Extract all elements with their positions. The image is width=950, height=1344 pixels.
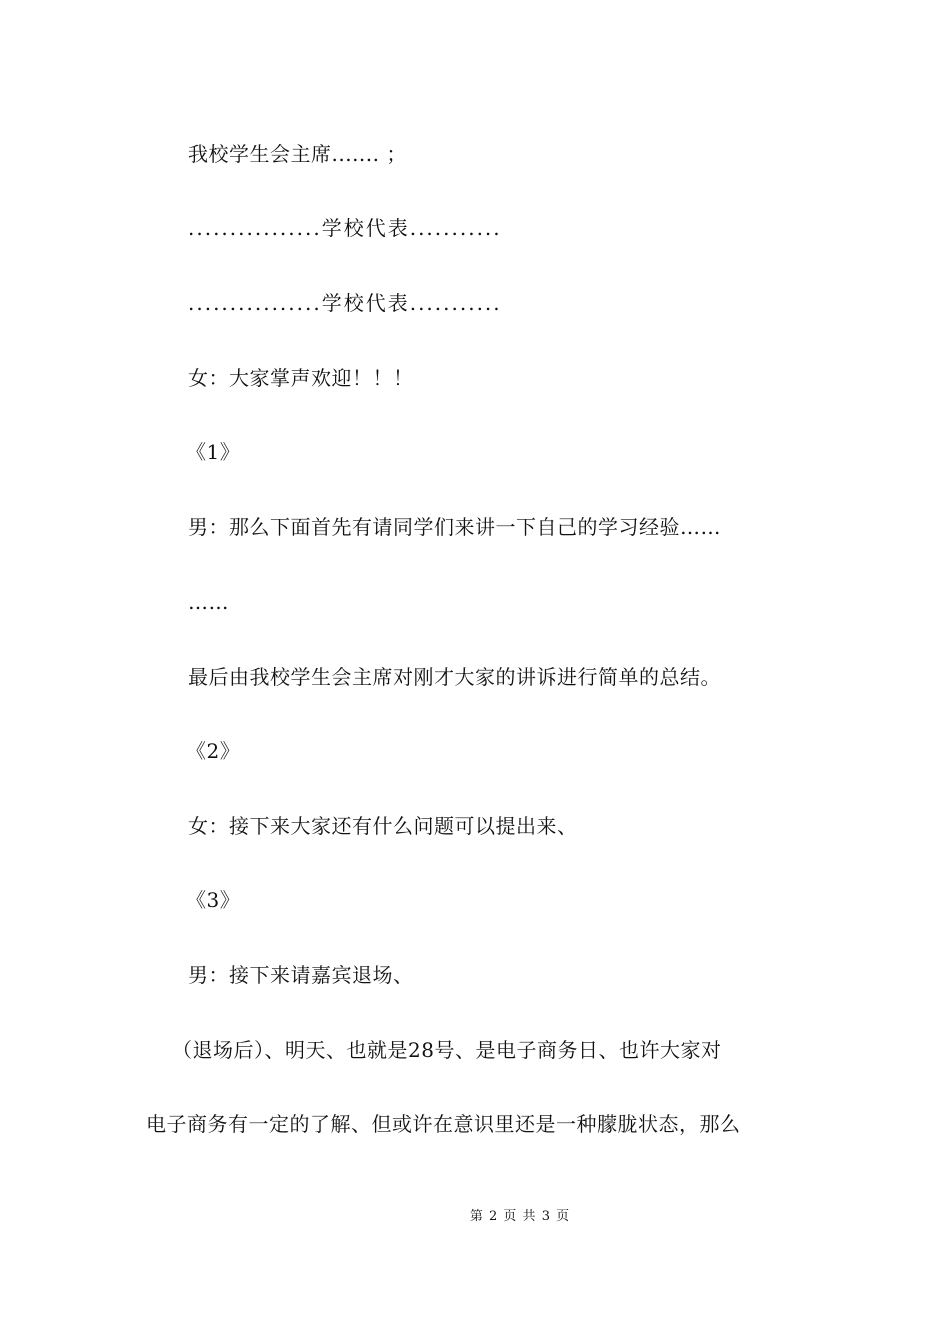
section-marker-3: 《3》	[186, 888, 241, 912]
section-marker-2: 《2》	[186, 739, 241, 763]
text-line-school-rep-1: ................学校代表...........	[188, 216, 502, 240]
section-marker-1: 《1》	[186, 440, 241, 464]
text-line-paragraph-2: 电子商务有一定的了解、但或许在意识里还是一种朦胧状态，那么	[146, 1112, 741, 1136]
page-footer: 第 2 页 共 3 页	[469, 1209, 571, 1224]
text-line-student-chair: 我校学生会主席....... ；	[188, 142, 407, 166]
text-line-paragraph-1: （退场后）、明天、也就是28号、是电子商务日、也许大家对	[172, 1038, 722, 1062]
text-line-ellipsis: ……	[188, 590, 229, 614]
text-line-female-questions: 女：接下来大家还有什么问题可以提出来、	[188, 814, 578, 838]
text-line-male-guests-exit: 男：接下来请嘉宾退场、	[188, 963, 414, 987]
text-line-school-rep-2: ................学校代表...........	[188, 291, 502, 315]
text-line-male-experience: 男：那么下面首先有请同学们来讲一下自己的学习经验……	[188, 515, 721, 539]
text-line-summary: 最后由我校学生会主席对刚才大家的讲诉进行简单的总结。	[188, 665, 721, 689]
text-line-female-welcome: 女：大家掌声欢迎！！！	[188, 366, 414, 390]
